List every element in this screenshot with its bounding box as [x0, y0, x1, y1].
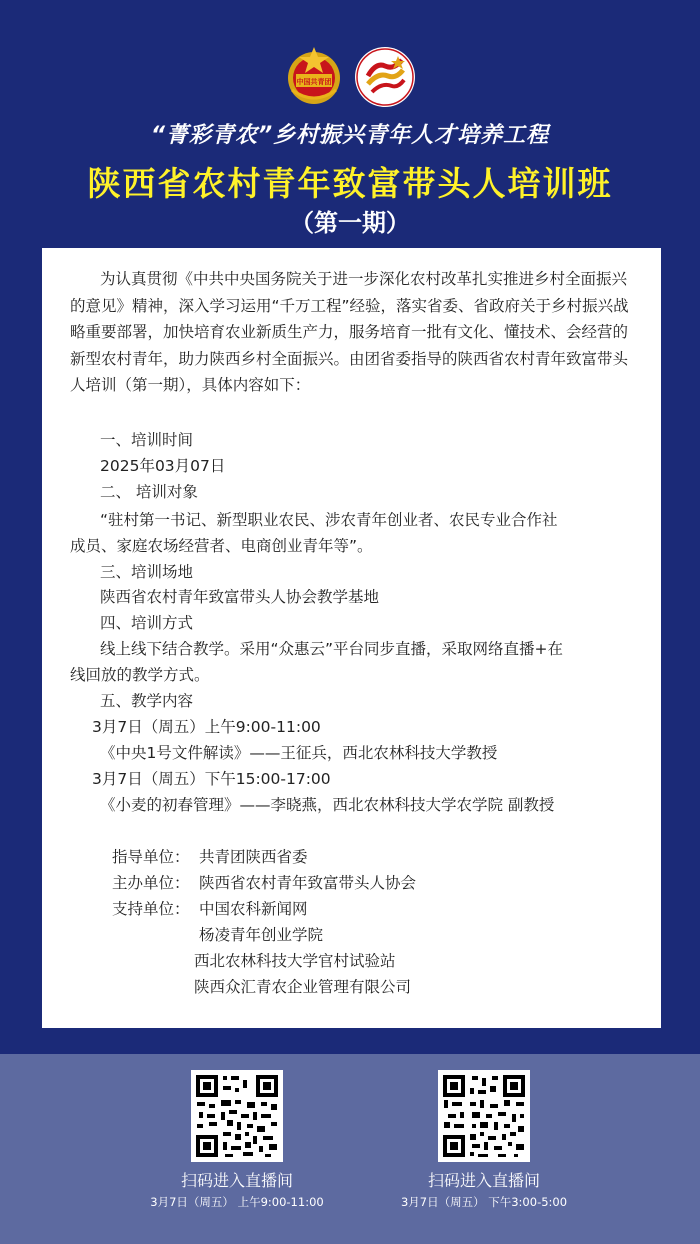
guide-label: 指导单位： — [112, 848, 190, 866]
support-label: 支持单位： — [112, 900, 190, 918]
qr-code-afternoon[interactable] — [438, 1070, 530, 1162]
method-value-line1: 线上线下结合教学。采用“众惠云”平台同步直播，采取网络直播+在 — [100, 640, 564, 658]
support-value-2: 杨凌青年创业学院 — [199, 926, 324, 944]
guide-value: 共青团陕西省委 — [199, 848, 308, 866]
method-value-line2: 线回放的教学方式。 — [70, 666, 210, 684]
session-label: （第一期） — [290, 209, 410, 237]
schedule-lecture-1: 《中央1号文件解读》——王征兵，西北农林科技大学教授 — [100, 744, 498, 762]
logo-row — [0, 40, 700, 110]
communist-youth-league-emblem-icon — [282, 44, 346, 108]
footer — [0, 1054, 700, 1244]
target-heading: 二、 培训对象 — [100, 483, 198, 501]
schedule-lecture-2: 《小麦的初春管理》——李晓燕，西北农林科技大学农学院 副教授 — [100, 796, 555, 814]
time-value: 2025年03月07日 — [100, 457, 226, 475]
qr-time-afternoon: 3月7日（周五） 下午3:00-5:00 — [400, 1195, 568, 1209]
support-value-4: 陕西众汇青农企业管理有限公司 — [194, 978, 412, 996]
method-heading: 四、培训方式 — [100, 614, 194, 632]
qr-code-icon — [438, 1070, 530, 1162]
host-value: 陕西省农村青年致富带头人协会 — [199, 874, 417, 892]
content-card — [42, 248, 661, 1028]
association-seal-icon — [354, 46, 416, 108]
venue-value: 陕西省农村青年致富带头人协会教学基地 — [100, 588, 380, 606]
time-heading: 一、培训时间 — [100, 431, 194, 449]
qr-block-afternoon — [374, 1070, 594, 1210]
qr-label-morning: 扫码进入直播间 — [180, 1171, 293, 1190]
qr-code-icon — [191, 1070, 283, 1162]
schedule-time-2: 3月7日（周五）下午15:00-17:00 — [92, 770, 331, 788]
qr-time-morning: 3月7日（周五） 上午9:00-11:00 — [150, 1195, 324, 1209]
emblem-text: 中国共青团 — [296, 78, 332, 86]
qr-block-morning — [127, 1070, 347, 1210]
support-value-1: 中国农科新闻网 — [199, 900, 308, 918]
qr-label-afternoon: 扫码进入直播间 — [427, 1171, 540, 1190]
content-heading: 五、教学内容 — [100, 692, 194, 710]
target-value-line1: “驻村第一书记、新型职业农民、涉农青年创业者、农民专业合作社 — [100, 511, 558, 529]
qr-code-morning[interactable] — [191, 1070, 283, 1162]
intro-paragraph: 为认真贯彻《中共中央国务院关于进一步深化农村改革扎实推进乡村全面振兴的意见》精神，深入学习运用“千万工程”经验，落实省委、省政府关于乡村振兴战略重要部署，加快培育农业新质生产力，服务培育一批有文化、懂技术、会经营的新型农村青年，助力陕西乡村全面振兴。由团省委指导的陕西省农村青年致富带头人培训（第一期），具体内容如下： — [70, 270, 629, 394]
venue-heading: 三、培训场地 — [100, 563, 194, 581]
support-value-3: 西北农林科技大学官村试验站 — [194, 952, 396, 970]
host-label: 主办单位： — [112, 874, 190, 892]
page-title: 陕西省农村青年致富带头人培训班 — [87, 164, 613, 203]
target-value-line2: 成员、家庭农场经营者、电商创业青年等”。 — [70, 537, 373, 555]
schedule-time-1: 3月7日（周五）上午9:00-11:00 — [92, 718, 321, 736]
project-slogan: “菁彩青农”乡村振兴青年人才培养工程 — [150, 123, 550, 148]
